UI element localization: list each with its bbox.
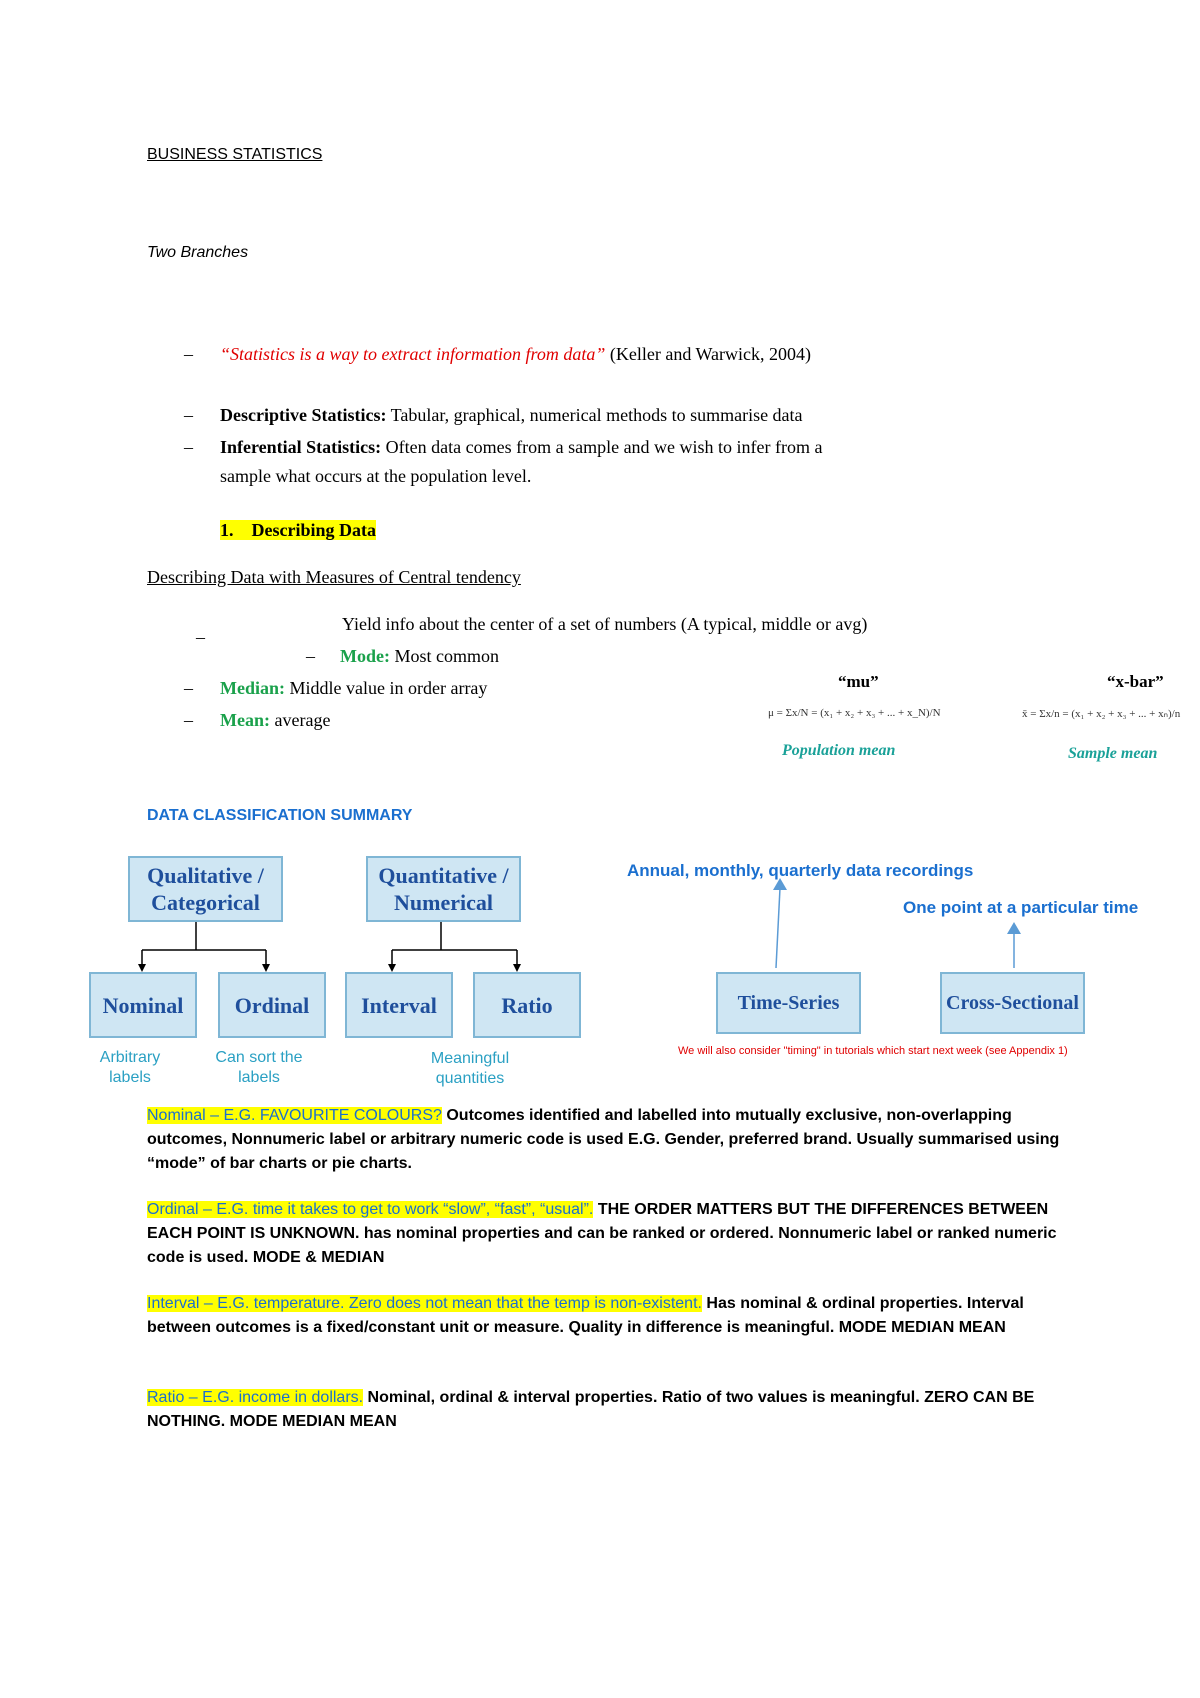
descriptive-text: Tabular, graphical, numerical methods to summarise data	[390, 405, 803, 425]
nominal-text: Outcomes identified and labelled into mutually exclusive, non-overlapping outcomes, Nonnumeric label or arbitrary numeric code is used E.G. Gender, preferred brand. Usually summarised using “mode” of bar charts or pie charts.	[147, 1107, 1060, 1172]
ratio-paragraph	[147, 1386, 1067, 1434]
central-heading: Describing Data with Measures of Central tendency	[147, 567, 521, 587]
ordinal-paragraph	[147, 1198, 1067, 1270]
interval-box: Interval	[345, 972, 453, 1038]
nominal-box: Nominal	[89, 972, 197, 1038]
ordinal-highlight: Ordinal – E.G. time it takes to get to work “slow”, “fast”, “usual”.	[147, 1201, 594, 1218]
ordinal-box: Ordinal	[218, 972, 326, 1038]
quantitative-box: Quantitative / Numerical	[366, 856, 521, 922]
annual-note: Annual, monthly, quarterly data recordings	[627, 861, 974, 880]
interval-text: Has nominal & ordinal properties. Interval between outcomes is a fixed/constant unit or measure. Quality in difference is meaningful. MODE MEDIAN MEAN	[147, 1295, 1024, 1336]
inferential-text-1: Often data comes from a sample and we wish to infer from a	[385, 437, 823, 457]
interval-paragraph	[147, 1292, 1067, 1340]
mean-label: Mean:	[220, 710, 270, 730]
yield-text: Yield info about the center of a set of numbers (A typical, middle or avg)	[342, 614, 868, 634]
note-quantities: Meaningful quantities	[430, 1050, 510, 1087]
quote-source: (Keller and Warwick, 2004)	[609, 344, 812, 364]
bullet-dash: –	[184, 344, 193, 364]
ratio-box: Ratio	[473, 972, 581, 1038]
xbar-label: “x-bar”	[1107, 672, 1164, 691]
inferential-label: Inferential Statistics:	[220, 437, 382, 457]
bullet-dash: –	[306, 646, 315, 666]
population-caption: Population mean	[782, 742, 896, 759]
ratio-text: Nominal, ordinal & interval properties. Ratio of two values is meaningful. ZERO CAN BE NOTHING. MODE MEDIAN MEAN	[147, 1389, 1035, 1430]
nominal-highlight: Nominal – E.G. FAVOURITE COLOURS?	[147, 1107, 442, 1124]
point-note: One point at a particular time	[903, 898, 1139, 917]
subtitle: Two Branches	[147, 244, 249, 261]
bullet-dash: –	[184, 437, 193, 457]
median-label: Median:	[220, 678, 285, 698]
sample-caption: Sample mean	[1068, 745, 1158, 762]
time-series-box: Time-Series	[716, 972, 861, 1034]
note-ordinal: Can sort the labels	[215, 1049, 303, 1086]
bullet-dash: –	[184, 405, 193, 425]
section-title: Describing Data	[251, 520, 376, 540]
mu-label: “mu”	[838, 672, 879, 691]
mode-label: Mode:	[340, 646, 390, 666]
population-formula: μ = Σx/N = (x₁ + x₂ + x₃ + ... + x_N)/N	[768, 707, 941, 719]
qualitative-box: Qualitative / Categorical	[128, 856, 283, 922]
sample-formula: x̄ = Σx/n = (x₁ + x₂ + x₃ + ... + xₙ)/n	[1022, 708, 1181, 720]
bullet-dash: –	[184, 678, 193, 698]
classification-heading: DATA CLASSIFICATION SUMMARY	[147, 807, 413, 824]
section-number: 1.	[220, 520, 234, 540]
timing-note: We will also consider "timing" in tutorials which start next week (see Appendix 1)	[678, 1045, 1068, 1057]
descriptive-label: Descriptive Statistics:	[220, 405, 387, 425]
median-text: Middle value in order array	[289, 678, 488, 698]
note-nominal: Arbitrary labels	[99, 1049, 161, 1086]
bullet-dash: –	[184, 710, 193, 730]
interval-highlight: Interval – E.G. temperature. Zero does not mean that the temp is non-existent.	[147, 1295, 702, 1312]
bullet-dash: –	[196, 627, 205, 647]
ratio-highlight: Ratio – E.G. income in dollars.	[147, 1389, 364, 1406]
page-title: BUSINESS STATISTICS	[147, 146, 323, 163]
mean-text: average	[274, 710, 331, 730]
cross-sectional-box: Cross-Sectional	[940, 972, 1085, 1034]
ordinal-text: THE ORDER MATTERS BUT THE DIFFERENCES BETWEEN EACH POINT IS UNKNOWN. has nominal properties and can be ranked or ordered. Nonnumeric label or ranked numeric code is used. MODE & MEDIAN	[147, 1201, 1057, 1266]
nominal-paragraph	[147, 1104, 1067, 1176]
mode-text: Most common	[394, 646, 499, 666]
inferential-text-2: sample what occurs at the population level.	[220, 466, 532, 486]
quote-text: “Statistics is a way to extract information from data”	[220, 344, 606, 364]
